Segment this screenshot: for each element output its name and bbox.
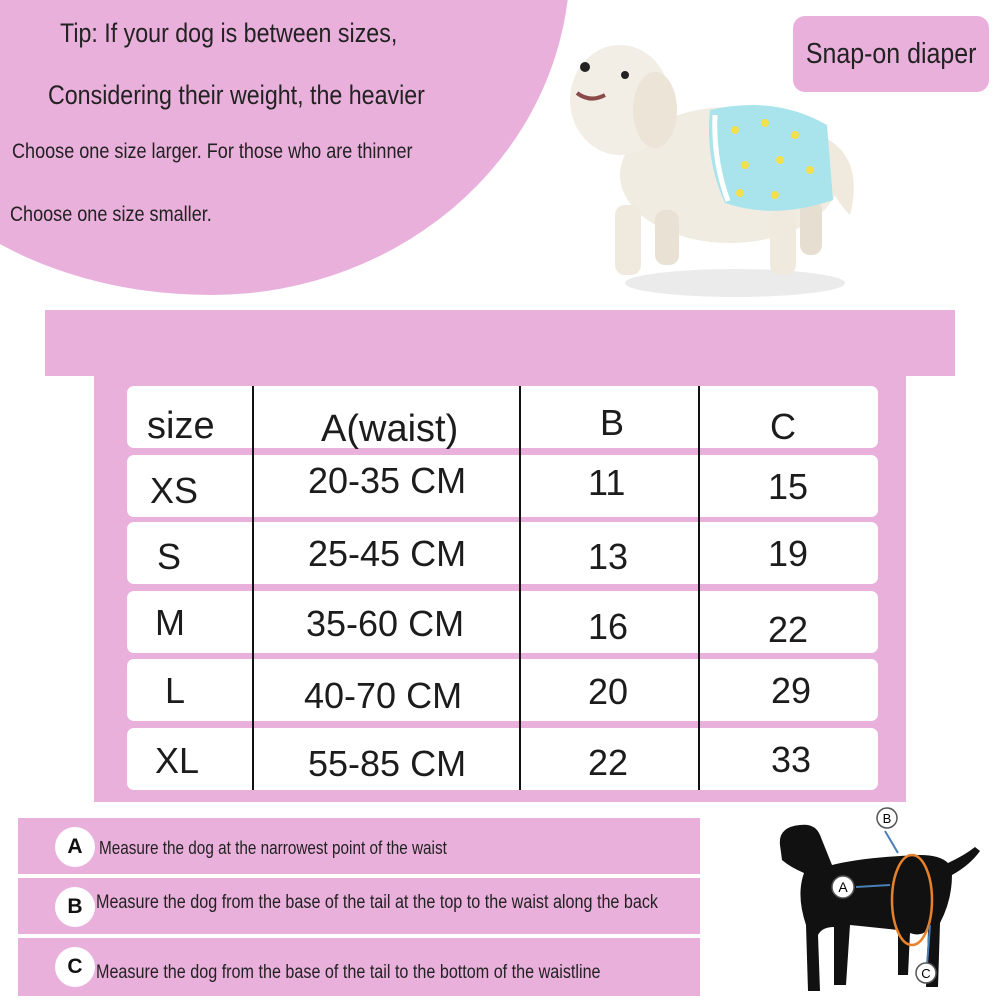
header-size: size [147, 405, 215, 447]
table-row [127, 522, 878, 584]
letter-b-badge: B [55, 887, 95, 927]
c-cell: 29 [771, 670, 812, 711]
table-row [127, 659, 878, 721]
c-cell: 15 [768, 466, 809, 507]
diagram-label-c: C [921, 966, 931, 981]
header-band [45, 310, 955, 376]
diagram-label-a: A [838, 879, 848, 895]
letter-c-badge: C [55, 947, 95, 987]
table-row [127, 455, 878, 517]
dog-silhouette [780, 825, 980, 991]
size-cell: L [165, 670, 186, 711]
size-cell: XS [150, 470, 199, 511]
badge-label: Snap-on diaper [805, 37, 977, 70]
header-b: B [600, 402, 625, 443]
waist-cell: 35-60 CM [306, 603, 465, 644]
measurement-c-text: Measure the dog from the base of the tail to the bottom of the waistline [96, 962, 601, 983]
header-a-waist: A(waist) [321, 408, 459, 450]
c-cell: 19 [768, 533, 809, 574]
column-divider [519, 386, 521, 790]
column-divider [252, 386, 254, 790]
b-cell: 22 [588, 742, 629, 783]
b-cell: 11 [588, 462, 626, 503]
header-c: C [770, 406, 796, 447]
c-cell: 22 [768, 609, 809, 650]
tip-line-3: Choose one size larger. For those who are thinner [12, 140, 413, 163]
b-cell: 20 [588, 671, 629, 712]
measurement-b-text: Measure the dog from the base of the tail at the top to the waist along the back [96, 892, 659, 913]
diagram-label-b: B [882, 811, 892, 826]
tip-line-2: Considering their weight, the heavier [48, 80, 425, 110]
waist-cell: 20-35 CM [308, 460, 467, 501]
waist-cell: 40-70 CM [304, 675, 463, 716]
size-cell: S [157, 536, 182, 577]
tip-line-1: Tip: If your dog is between sizes, [60, 18, 398, 48]
c-cell: 33 [771, 739, 812, 780]
column-divider [698, 386, 700, 790]
waist-cell: 25-45 CM [308, 533, 467, 574]
size-cell: XL [155, 740, 200, 781]
waist-cell: 55-85 CM [308, 743, 467, 784]
letter-a-badge: A [55, 827, 95, 867]
measurement-c-row [18, 938, 700, 996]
b-cell: 13 [588, 536, 629, 577]
table-row [127, 591, 878, 653]
tip-line-4: Choose one size smaller. [10, 203, 212, 226]
measurement-b-row [18, 878, 700, 934]
size-cell: M [155, 602, 185, 643]
measurement-a-row [18, 818, 700, 874]
table-header-row [127, 386, 878, 448]
dog-measurement-diagram [770, 805, 995, 1000]
b-cell: 16 [588, 606, 629, 647]
dog-photo [565, 25, 865, 310]
table-row [127, 728, 878, 790]
measurement-a-text: Measure the dog at the narrowest point of the waist [99, 838, 447, 858]
